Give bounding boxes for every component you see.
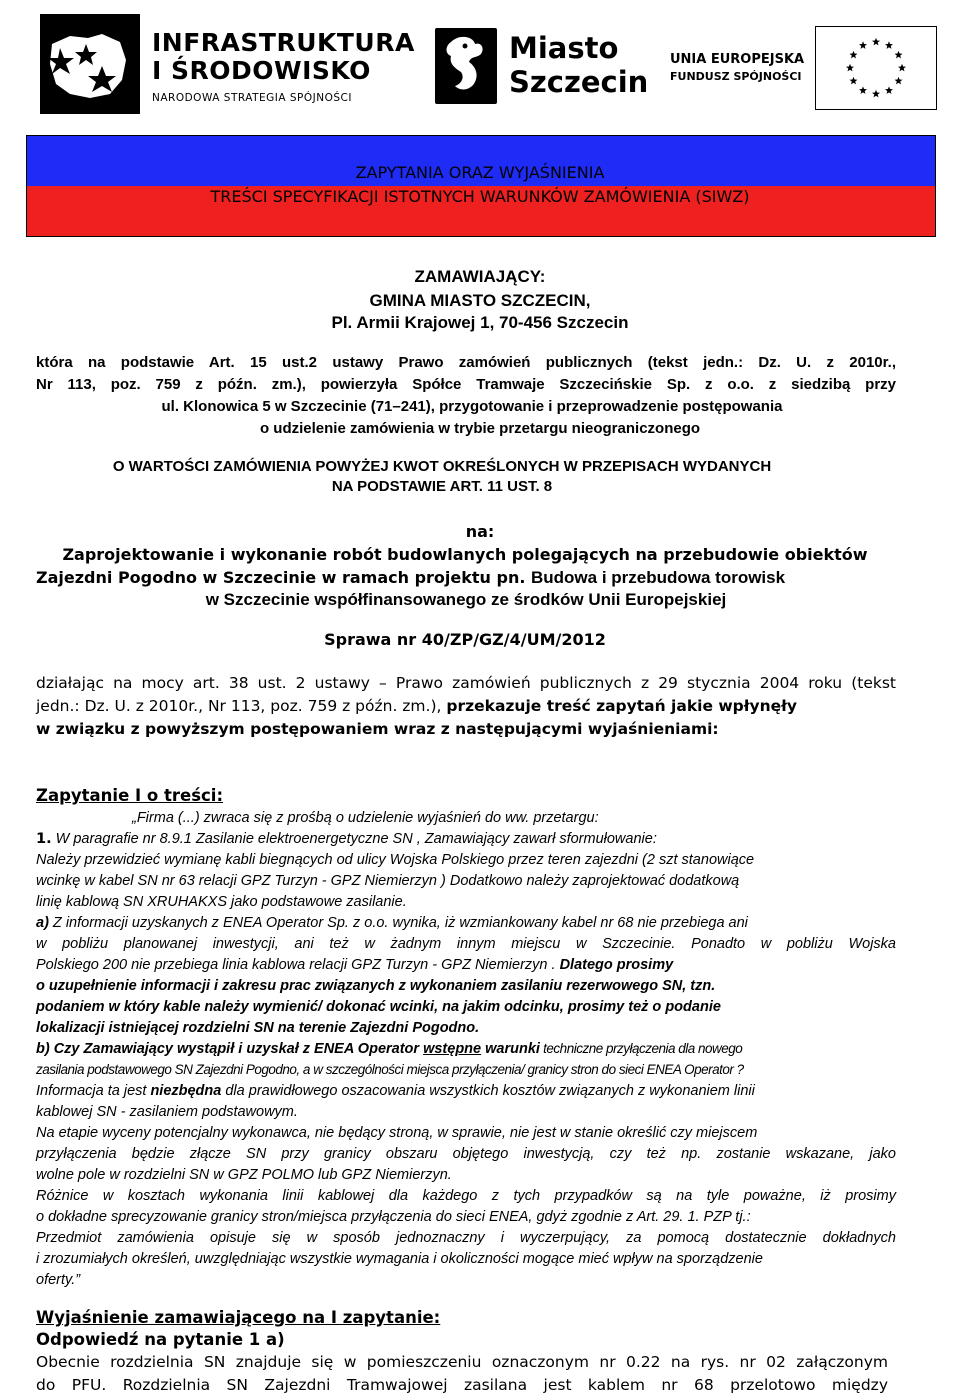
ue-line1: UNIA EUROPEJSKA xyxy=(670,52,805,67)
eu-star xyxy=(849,77,857,85)
answer-line1: Obecnie rozdzielnia SN znajduje się w pomieszczeniu oznaczonym nr 0.22 na rys. nr 02 załączonym xyxy=(36,1353,888,1371)
answer-subheading: Odpowiedź na pytanie 1 a) xyxy=(36,1330,285,1349)
point-b-line1 xyxy=(36,1041,742,1057)
ue-line2: FUNDUSZ SPÓJNOŚCI xyxy=(670,70,802,83)
eu-star xyxy=(898,64,906,72)
quote-line3: linię kablową SN XRUHAKXS jako podstawowe zasilanie. xyxy=(36,894,407,910)
eu-star xyxy=(895,51,903,59)
banner-title-line1: ZAPYTANIA ORAZ WYJAŚNIENIA xyxy=(355,163,605,182)
griffin-icon xyxy=(435,28,497,104)
miasto-line1: Miasto xyxy=(509,31,619,65)
legal-line2-part1: jedn.: Dz. U. z 2010r., Nr 113, poz. 759 z późn. zm.), xyxy=(36,697,447,715)
point-a-line6: lokalizacji istniejącej rozdzielni SN na terenie Zajezdni Pogodno. xyxy=(36,1020,480,1036)
infrastruktura-subtitle: NARODOWA STRATEGIA SPÓJNOŚCI xyxy=(152,92,352,104)
question-point1-number: 1. xyxy=(36,831,52,847)
legal-line1: działając na mocy art. 38 ust. 2 ustawy – Prawo zamówień publicznych z 29 stycznia 2004 roku (tekst xyxy=(36,674,896,692)
point-a-line2: w pobliżu planowanej inwestycji, ani też w żadnym innym miejscu w Szczecinie. Ponadto w pobliżu Wojska xyxy=(36,936,896,952)
intro-line3: ul. Klonowica 5 w Szczecinie (71–241), przygotowanie i przeprowadzenie postępowania xyxy=(161,398,783,415)
question-point1 xyxy=(36,831,657,847)
roznice-line2: o dokładne sprecyzowanie granicy stron/miejsca przyłączenia do sieci ENEA, gdyż zgodnie z Art. 29. 1. PZP tj.: xyxy=(36,1209,751,1225)
logo-header xyxy=(0,0,960,130)
info-line1-bold: niezbędna xyxy=(150,1083,222,1099)
legal-line3: w związku z powyższym postępowaniem wraz z następującymi wyjaśnieniami: xyxy=(36,720,719,738)
eu-star xyxy=(849,51,857,59)
unia-europejska-logo xyxy=(670,22,940,112)
subject-line2 xyxy=(36,568,785,588)
roznice-line1: Różnice w kosztach wykonania linii kablowej dla każdego z tych przypadków są na tyle poważne, iż prosimy xyxy=(36,1188,896,1204)
question-heading: Zapytanie I o treści: xyxy=(36,786,224,805)
subject-line1: Zaprojektowanie i wykonanie robót budowlanych polegających na przebudowie obiektów xyxy=(62,545,868,564)
point-b-bold2: warunki xyxy=(481,1041,540,1057)
eu-star xyxy=(872,90,880,98)
point-b-line2: zasilania podstawowego SN Zajezdni Pogodno, a w szczególności miejsca przyłączenia/ granicy stron do sieci ENEA Operator ? xyxy=(36,1062,744,1077)
point-a-line3 xyxy=(36,957,673,973)
point-a-line4: o uzupełnienie informacji i zakresu prac związanych z wykonaniem zasilaniu rezerwowego SN, tzn. xyxy=(36,978,716,994)
quote-line1: Należy przewidzieć wymianę kabli biegnących od ulicy Wojska Polskiego przez teren zajezdni (2 szt stanowiące xyxy=(36,852,755,868)
zamawiajacy-address: Pl. Armii Krajowej 1, 70-456 Szczecin xyxy=(331,313,629,332)
subject-line3: w Szczecinie współfinansowanego ze środków Unii Europejskiej xyxy=(205,590,727,609)
subject-na: na: xyxy=(465,522,495,541)
eu-star xyxy=(859,86,867,94)
intro-line4: o udzielenie zamówienia w trybie przetargu nieograniczonego xyxy=(259,420,701,437)
wycena-line1: Na etapie wyceny potencjalny wykonawca, nie będący stroną, w sprawie, nie jest w stanie określić czy miejscem xyxy=(36,1125,758,1141)
info-line1-part1: Informacja ta jest xyxy=(36,1083,151,1099)
roznice-line4: i zrozumiałych określeń, uwzględniając wszystkie wymagania i okoliczności mogące mieć wpływ na sporządzenie xyxy=(36,1251,763,1267)
intro-line2: Nr 113, poz. 759 z późn. zm.), powierzyła Spółce Tramwaje Szczecińskie Sp. z o.o. z siedzibą przy xyxy=(36,376,896,393)
intro-line1: która na podstawie Art. 15 ust.2 ustawy Prawo zamówień publicznych (tekst jedn.: Dz. U. z 2010r., xyxy=(36,354,896,371)
info-line1 xyxy=(36,1083,755,1099)
point-a-label: a) xyxy=(36,915,49,931)
info-line2: kablowej SN - zasilaniem podstawowym. xyxy=(36,1104,298,1120)
quote-line2: wcinkę w kabel SN nr 63 relacji GPZ Turzyn - GPZ Niemierzyn ) Dodatkowo należy zaprojektować dodatkową xyxy=(36,873,740,889)
miasto-line2: Szczecin xyxy=(509,65,649,99)
question-point1-text: W paragrafie nr 8.9.1 Zasilanie elektroenergetyczne SN , Zamawiający zawarł sformułowanie: xyxy=(51,831,657,847)
subject-line2-part1: Zajezdni Pogodno w Szczecinie w ramach projektu pn. xyxy=(36,568,531,587)
point-b-bold1: b) Czy Zamawiający wystąpił i uzyskał z ENEA Operator xyxy=(36,1041,424,1057)
question-intro: „Firma (...) zwraca się z prośbą o udzielenie wyjaśnień do ww. przetargu: xyxy=(132,810,599,826)
miasto-szczecin-logo xyxy=(435,28,649,108)
point-a-line3-bold: Dlatego prosimy xyxy=(559,957,674,973)
subject-project-name: Budowa i przebudowa torowisk xyxy=(530,568,786,587)
eu-star xyxy=(885,41,893,49)
wycena-line3: wolne pole w rozdzielni SN w GPZ POLMO lub GPZ Niemierzyn. xyxy=(36,1167,452,1183)
banner-title-line2: TREŚCI SPECYFIKACJI ISTOTNYCH WARUNKÓW ZAMÓWIENIA (SIWZ) xyxy=(210,187,750,206)
infrastruktura-logo xyxy=(40,14,415,114)
eu-star xyxy=(872,38,880,46)
point-a-line1 xyxy=(36,915,748,931)
map-of-poland-with-stars-icon xyxy=(40,14,140,114)
point-b-underlined: wstępne xyxy=(423,1041,482,1057)
point-a-line1-text: Z informacji uzyskanych z ENEA Operator Sp. z o.o. wynika, iż wzmiankowany kabel nr 68 nie przebiega ani xyxy=(48,915,748,931)
zamawiajacy-name: GMINA MIASTO SZCZECIN, xyxy=(369,291,591,310)
legal-line2-bold: przekazuje treść zapytań jakie wpłynęły xyxy=(446,697,798,715)
wartosc-line1: O WARTOŚCI ZAMÓWIENIA POWYŻEJ KWOT OKREŚLONYCH W PRZEPISACH WYDANYCH xyxy=(112,458,772,475)
eu-star xyxy=(859,41,867,49)
eu-flag-stars-icon xyxy=(815,26,937,110)
infrastruktura-line1: INFRASTRUKTURA xyxy=(152,28,415,57)
infrastruktura-line2: I ŚRODOWISKO xyxy=(152,56,371,85)
zamawiajacy-label: ZAMAWIAJĄCY: xyxy=(414,267,546,286)
title-banner xyxy=(26,135,936,237)
case-number: Sprawa nr 40/ZP/GZ/4/UM/2012 xyxy=(324,630,606,649)
point-a-line5: podaniem w który kable należy wymienić/ dokonać wcinki, na jakim odcinku, prosimy też o podanie xyxy=(36,999,721,1015)
wartosc-line2: NA PODSTAWIE ART. 11 UST. 8 xyxy=(331,478,553,495)
point-b-rest: techniczne przyłączenia dla nowego xyxy=(539,1041,743,1056)
eu-star xyxy=(895,77,903,85)
answer-heading: Wyjaśnienie zamawiającego na I zapytanie: xyxy=(36,1308,441,1327)
answer-line2: do PFU. Rozdzielnia SN Zajezdni Tramwajowej zasilana jest kablem nr 68 przelotowo między xyxy=(36,1376,888,1394)
roznice-line3: Przedmiot zamówienia opisuje się w sposób jednoznaczny i wyczerpujący, za pomocą dostatecznie dokładnych xyxy=(36,1230,896,1246)
info-line1-part2: dla prawidłowego oszacowania wszystkich kosztów związanych z wykonaniem linii xyxy=(221,1083,755,1099)
eu-star xyxy=(885,86,893,94)
wycena-line2: przyłączenia będzie złącze SN przy granicy obszaru objętego inwestycją, czy też np. zostanie wskazane, jako xyxy=(36,1146,896,1162)
point-a-line3-text: Polskiego 200 nie przebiega linia kablowa relacji GPZ Turzyn - GPZ Niemierzyn . xyxy=(36,957,560,973)
roznice-line5: oferty.” xyxy=(36,1272,81,1288)
legal-line2 xyxy=(36,697,797,715)
eu-star xyxy=(846,64,854,72)
